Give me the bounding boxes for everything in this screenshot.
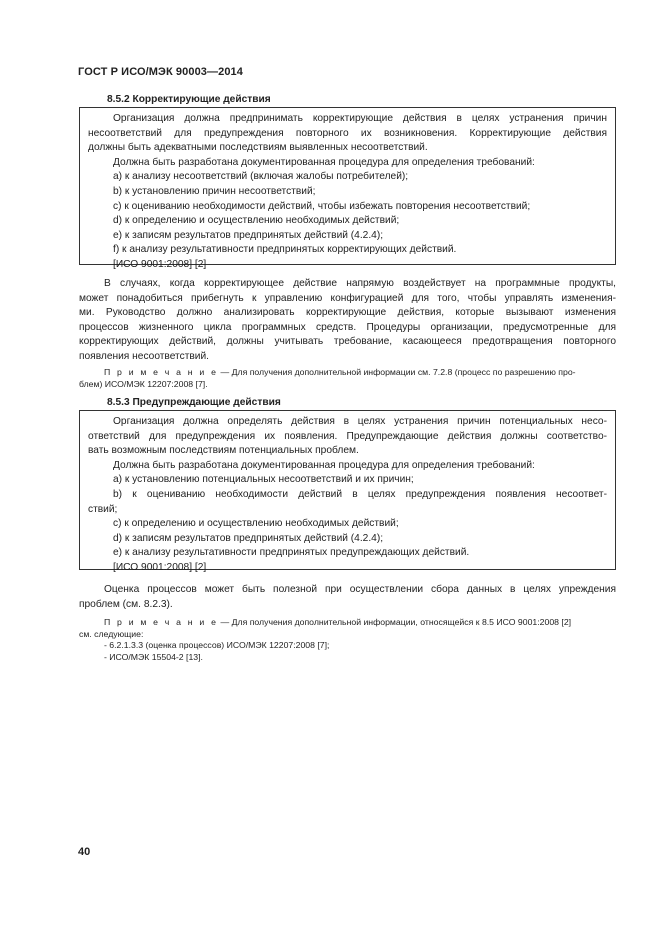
reference: [ИСО 9001:2008] [2] xyxy=(113,561,207,573)
list-item: f) к анализу результативности предпринятых корректирующих действий. xyxy=(113,244,457,256)
note-text: — Для получения дополнительной информации см. 7.2.8 (процесс по разрешению про- xyxy=(218,367,576,377)
paragraph-line: появления несоответствий. xyxy=(79,350,209,362)
box-line: Должна быть разработана документированная процедура для определения требований: xyxy=(113,156,535,168)
list-item: d) к определению и осуществлению необходимых действий; xyxy=(113,215,400,227)
note-text: — Для получения дополнительной информации, относящейся к 8.5 ИСО 9001:2008 [2] xyxy=(218,617,572,627)
note-label: П р и м е ч а н и е xyxy=(104,367,219,377)
note-853 xyxy=(79,617,616,663)
paragraph-line: корректирующих действий, должны учитывать требование, касающееся предотвращения повторного xyxy=(79,336,616,348)
list-item: b) к установлению причин несоответствий; xyxy=(113,185,316,197)
note-line xyxy=(79,367,616,379)
box-line: Организация должна определять действия в целях устранения причин потенциальных несо- xyxy=(113,416,607,427)
section-heading-852: 8.5.2 Корректирующие действия xyxy=(107,94,271,105)
list-item: a) к анализу несоответствий (включая жалобы потребителей); xyxy=(113,171,409,183)
note-line: см. следующие: xyxy=(79,628,144,639)
note-line xyxy=(79,617,616,629)
note-line: блем) ИСО/МЭК 12207:2008 [7]. xyxy=(79,378,208,389)
list-item-continuation: ствий; xyxy=(88,503,118,515)
list-item: c) к определению и осуществлению необходимых действий; xyxy=(113,518,399,530)
note-label: П р и м е ч а н и е xyxy=(104,617,219,627)
box-line: должны быть адекватными последствиям выявленных несоответствий. xyxy=(88,142,428,154)
paragraph-line: ми. Руководство должно анализировать корректирующие действия, которые вызывают изменения xyxy=(79,307,616,319)
list-item: e) к записям результатов предпринятых действий (4.2.4); xyxy=(113,229,384,241)
box-line: вать возможным последствиям потенциальных проблем. xyxy=(88,445,359,457)
quote-box-853 xyxy=(79,410,616,573)
reference: [ИСО 9001:2008] [2] xyxy=(113,258,207,270)
page-number: 40 xyxy=(78,846,91,858)
body-paragraph-853 xyxy=(79,583,616,612)
box-line: ответствий для предупреждения их появления. Предупреждающие действия должны соответство- xyxy=(88,430,607,442)
quote-box-852 xyxy=(79,107,616,270)
section-heading-853: 8.5.3 Предупреждающие действия xyxy=(107,397,281,408)
list-item: a) к установлению потенциальных несоответствий и их причин; xyxy=(113,474,414,486)
paragraph-line: Оценка процессов может быть полезной при осуществлении сбора данных в целях упреждения xyxy=(104,584,616,595)
note-line: - ИСО/МЭК 15504-2 [13]. xyxy=(104,651,203,662)
body-paragraph-852 xyxy=(79,277,616,365)
note-852 xyxy=(79,367,616,390)
list-item: d) к записям результатов предпринятых действий (4.2.4); xyxy=(113,532,384,544)
list-item: e) к анализу результативности предпринятых предупреждающих действий. xyxy=(113,547,470,559)
paragraph-line: может понадобиться прибегнуть к управлению конфигурацией для того, чтобы управлять изменения- xyxy=(79,292,616,304)
box-line: несоответствий для предупреждения повторного их возникновения. Корректирующие действия xyxy=(88,127,607,139)
paragraph-line: проблем (см. 8.2.3). xyxy=(79,598,173,610)
note-line: - 6.2.1.3.3 (оценка процессов) ИСО/МЭК 12207:2008 [7]; xyxy=(104,640,330,650)
box-line: Организация должна предпринимать корректирующие действия в целях устранения причин xyxy=(113,113,607,124)
list-item: b) к оцениванию необходимости действий в целях предупреждения появления несоответ- xyxy=(113,488,607,500)
box-line: Должна быть разработана документированная процедура для определения требований: xyxy=(113,459,535,471)
list-item: c) к оцениванию необходимости действий, чтобы избежать повторения несоответствий; xyxy=(113,200,531,212)
paragraph-line: процессов жизненного цикла программных средств. Процедуры организации, предусмотренные для xyxy=(79,321,616,333)
paragraph-line: В случаях, когда корректирующее действие напрямую воздействует на программные продукты, xyxy=(104,278,616,289)
document-header-title: ГОСТ Р ИСО/МЭК 90003—2014 xyxy=(78,66,243,78)
